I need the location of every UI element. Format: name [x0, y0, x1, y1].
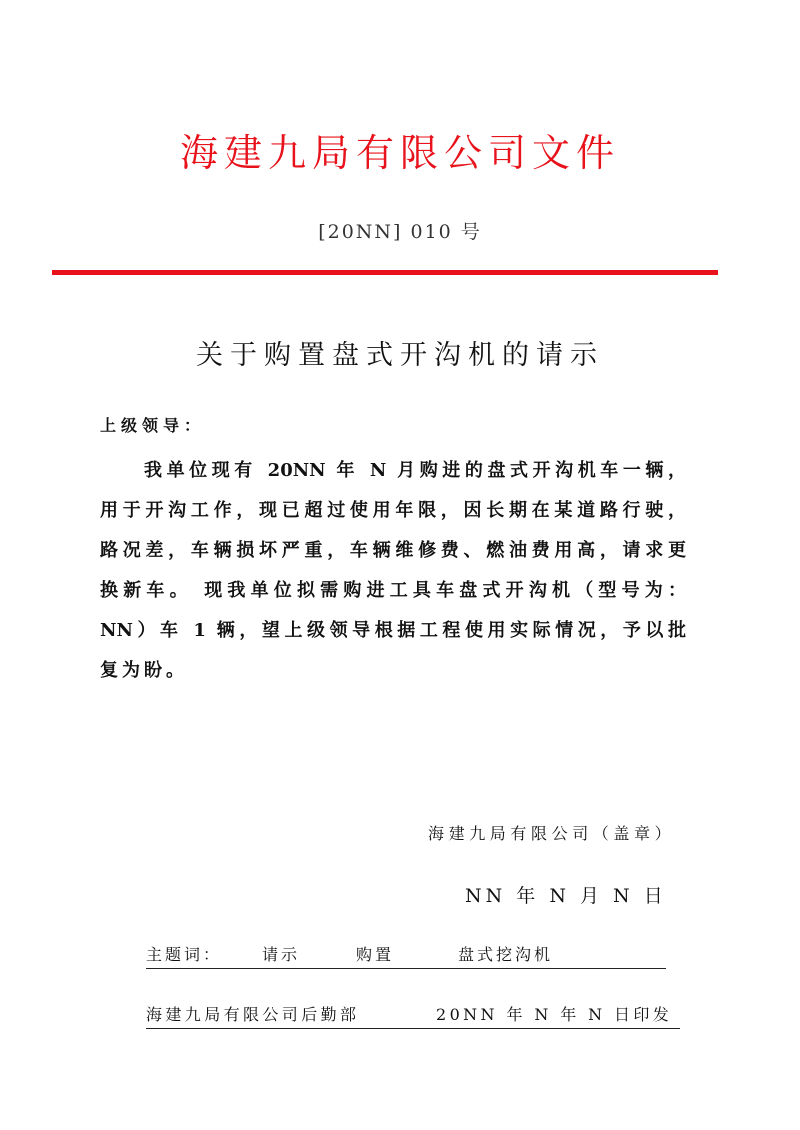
body-line: 我单位现有 20NN 年 N 月购进的盘式开沟机车一辆， — [144, 460, 686, 481]
document-title: 关于购置盘式开沟机的请示 — [196, 340, 604, 371]
org-file-title: 海建九局有限公司文件 — [179, 131, 620, 175]
printer-org: 海建九局有限公司后勤部 — [146, 1005, 360, 1024]
salutation: 上级领导： — [100, 416, 206, 435]
body-line: NN）车 1 辆，望上级领导根据工程使用实际情况，予以批 — [100, 620, 686, 641]
document-number: [20NN] 010 号 — [318, 221, 482, 243]
printer-row — [146, 1004, 680, 1029]
body-line: 换新车。 现我单位拟需购进工具车盘式开沟机（型号为： — [100, 580, 686, 601]
body-line: 用于开沟工作，现已超过使用年限，因长期在某道路行驶， — [100, 500, 686, 521]
print-date: 20NN 年 N 年 N 日印发 — [436, 1005, 673, 1024]
body-line: 复为盼。 — [100, 660, 188, 681]
keyword-item: 购置 — [356, 945, 395, 964]
keyword-item: 请示 — [262, 945, 301, 964]
keyword-item: 盘式挖沟机 — [458, 945, 554, 964]
keywords-row — [146, 944, 666, 969]
red-header-rule — [52, 270, 718, 275]
signature-date: NN 年 N 月 N 日 — [465, 885, 667, 907]
body-line: 路况差，车辆损坏严重，车辆维修费、燃油费用高，请求更 — [100, 540, 686, 561]
signature-org-seal: 海建九局有限公司（盖章） — [428, 824, 676, 843]
keywords-label: 主题词： — [146, 945, 223, 964]
